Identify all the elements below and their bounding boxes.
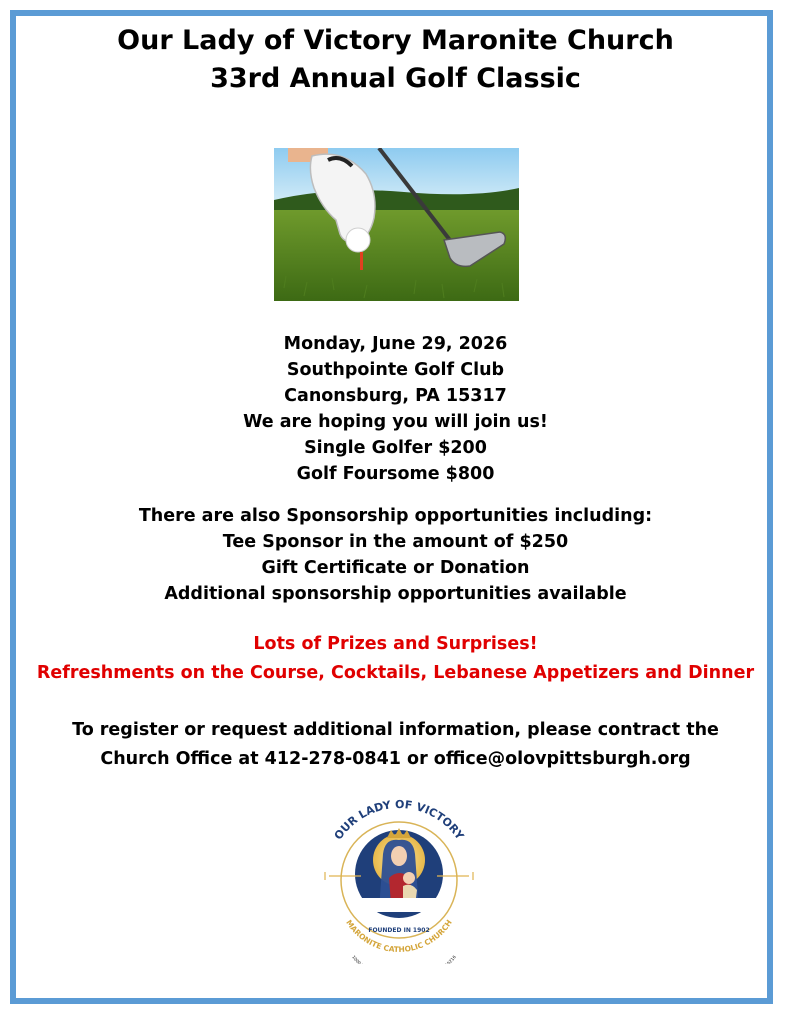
sponsorship-gift: Gift Certificate or Donation — [261, 558, 530, 578]
logo-address-text: 1000 5216 — [350, 955, 458, 964]
highlight-refreshments: Refreshments on the Course, Cocktails, Lebanese Appetizers and Dinner — [36, 663, 755, 683]
event-location: Canonsburg, PA 15317 — [284, 386, 507, 406]
highlight-prizes: Lots of Prizes and Surprises! — [253, 634, 538, 654]
price-foursome: Golf Foursome $800 — [296, 464, 495, 484]
event-venue: Southpointe Golf Club — [286, 360, 505, 380]
highlights-section — [0, 630, 791, 688]
golf-photo-icon — [274, 148, 519, 301]
sponsorship-additional: Additional sponsorship opportunities available — [164, 584, 627, 604]
price-single: Single Golfer $200 — [304, 438, 487, 458]
sponsorship-intro: There are also Sponsorship opportunities including: — [138, 506, 653, 526]
church-logo — [299, 794, 499, 964]
contact-line-2: Church Office at 412-278-0841 or office@olovpittsburgh.org — [100, 749, 691, 769]
title-church: Our Lady of Victory Maronite Church — [117, 25, 674, 56]
sponsorship-tee: Tee Sponsor in the amount of $250 — [222, 532, 569, 552]
svg-text:1000 TROPICAL AVE PITTSBURGH P — [350, 954, 458, 964]
event-invitation: We are hoping you will join us! — [243, 412, 548, 432]
logo-subtitle-text: MARONITE CATHOLIC CHURCH — [344, 918, 454, 955]
logo-title-text: OUR LADY OF VICTORY — [331, 797, 467, 843]
event-date: Monday, June 29, 2026 — [283, 334, 508, 354]
event-details — [0, 331, 791, 487]
title-event: 33rd Annual Golf Classic — [210, 63, 581, 94]
sponsorship-section — [0, 503, 791, 607]
logo-founded-text: FOUNDED IN 1902 — [368, 927, 430, 934]
contact-line-1: To register or request additional information, please contract the — [72, 720, 719, 740]
contact-section — [0, 716, 791, 774]
